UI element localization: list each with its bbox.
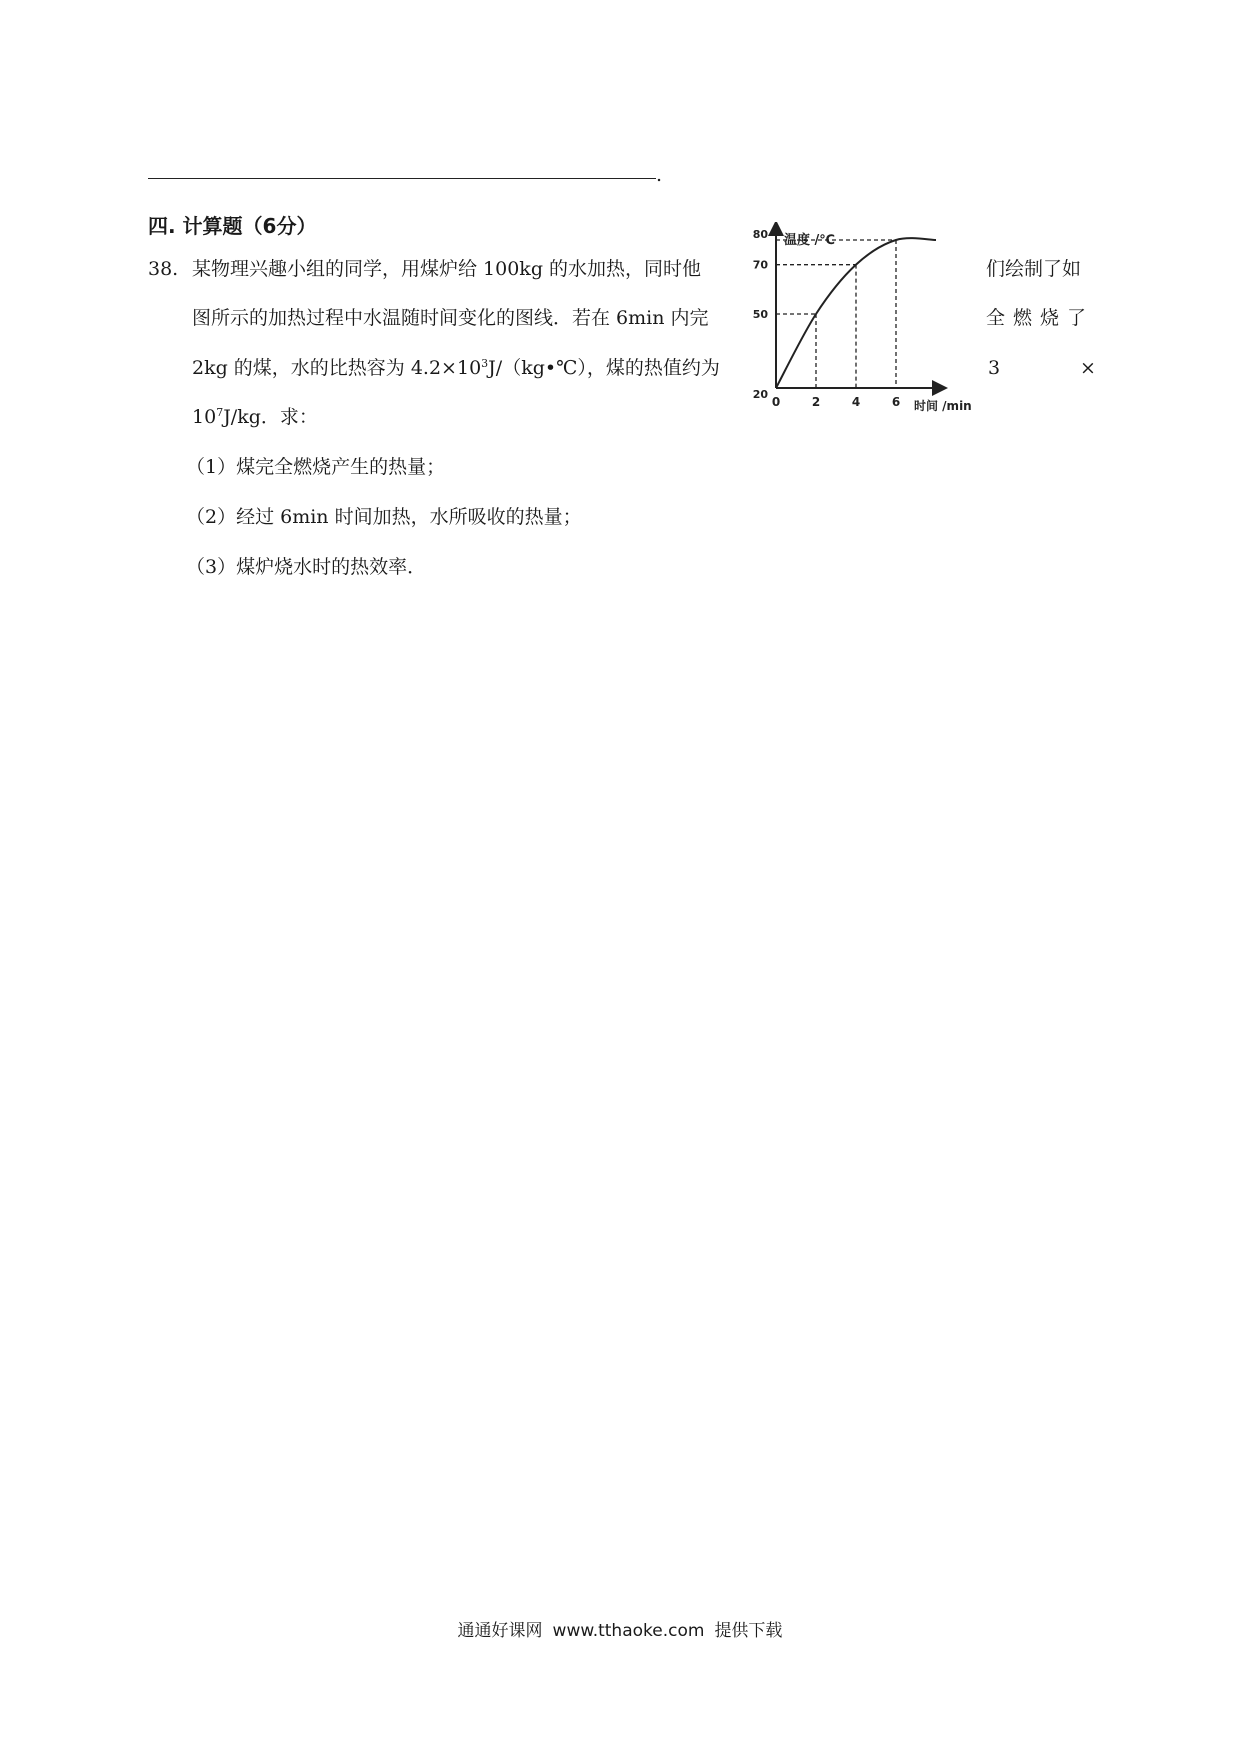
problem-line-1-left: 某物理兴趣小组的同学，用煤炉给 100kg 的水加热，同时他 [192,258,702,280]
question-1: （1）煤完全燃烧产生的热量； [186,456,446,478]
x-tick-label: 0 [771,395,781,409]
y-axis-label: 温度 /℃ [784,233,836,248]
problem-line-4 [192,405,318,429]
problem-line-3-left [192,356,720,380]
heat-value-unit: J/kg．求： [223,406,318,428]
footer-site-name: 通通好课网 [457,1621,543,1641]
y-tick-label: 80 [752,228,768,241]
page-footer [0,1616,1240,1641]
times-sign: × [1080,357,1096,379]
heat-value-mantissa: 3 [988,357,1001,379]
y-tick-label: 20 [752,388,768,401]
temperature-time-chart [740,222,1000,418]
problem-number: 38. [148,258,179,280]
heat-value-base: 10 [192,406,217,428]
answer-blank-period: . [656,164,663,186]
x-tick-label: 6 [891,395,901,409]
section-heading: 四. 计算题（6分） [148,214,317,238]
specific-heat-exponent: 3 [481,357,489,370]
problem-line-2-left: 图所示的加热过程中水温随时间变化的图线．若在 6min 内完 [192,307,709,329]
question-2: （2）经过 6min 时间加热，水所吸收的热量； [186,506,582,528]
question-3: （3）煤炉烧水时的热效率． [186,556,427,578]
x-tick-label: 2 [811,395,821,409]
specific-heat-unit-text: J/（kg•℃），煤的热值约为 [488,357,720,379]
footer-suffix: 提供下载 [714,1621,783,1641]
problem-line-2-right: 全燃烧了 [986,307,1095,329]
y-tick-label: 50 [752,308,768,321]
answer-blank-line [148,178,656,179]
y-tick-label: 70 [752,258,768,272]
heat-value-exponent: 7 [216,406,224,419]
specific-heat-mantissa: 2kg 的煤，水的比热容为 4.2×10 [192,357,482,379]
problem-line-1-right: 们绘制了如 [986,258,1082,280]
footer-url: www.tthaoke.com [552,1621,705,1641]
x-tick-label: 4 [851,395,861,409]
x-axis-label: 时间 /min [914,399,972,413]
